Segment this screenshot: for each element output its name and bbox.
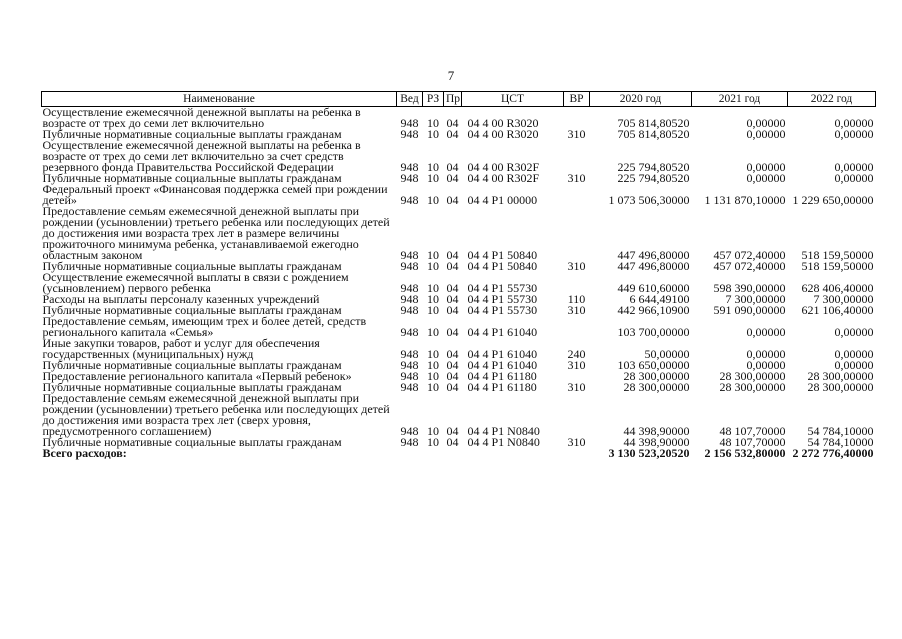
- row-rz: 10: [427, 435, 439, 449]
- table-row: [42, 338, 876, 360]
- row-name: Осуществление ежемесячной денежной выплаты на ребенка в возрасте от трех до семи лет включительно: [42, 105, 361, 130]
- row-2022: 54 784,10000: [807, 435, 874, 449]
- row-name: Осуществление ежемесячной выплаты в связи с рождением (усыновлением) первого ребенка: [42, 270, 349, 295]
- row-vr: [564, 316, 590, 338]
- table-row: [42, 206, 876, 261]
- row-rz: 10: [427, 358, 439, 372]
- row-2020: 1 073 506,30000: [608, 193, 690, 207]
- row-pr: 04: [446, 369, 459, 383]
- row-name: Предоставление семьям ежемесячной денежной выплаты при рождении (усыновлении) третьего ребенка или последующих детей до достижения ими возраста трех лет (сверх уровня, предусмотренного соглашением): [42, 391, 390, 438]
- row-pr: 04: [446, 193, 459, 207]
- row-cst: 04 4 00 R3020: [467, 116, 539, 130]
- row-ved: 948: [400, 369, 419, 383]
- row-name: Публичные нормативные социальные выплаты гражданам: [42, 380, 342, 394]
- row-2022: 518 159,50000: [801, 259, 874, 273]
- row-2021: 0,00000: [746, 160, 786, 174]
- row-pr: 04: [446, 424, 459, 438]
- table-row: [42, 140, 876, 173]
- total-2022: 2 272 776,40000: [792, 446, 874, 460]
- row-vr: 110: [567, 292, 586, 306]
- row-rz: 10: [427, 281, 439, 295]
- row-name: Предоставление регионального капитала «Первый ребенок»: [42, 369, 352, 383]
- row-ved: 948: [400, 325, 419, 339]
- table-body: [42, 107, 876, 460]
- row-name: Публичные нормативные социальные выплаты гражданам: [42, 127, 342, 141]
- row-2020: 6 644,49100: [629, 292, 690, 306]
- row-pr: 04: [446, 435, 459, 449]
- row-name: Предоставление семьям ежемесячной денежной выплаты при рождении (усыновлении) третьего ребенка или последующих детей до достижения ими возраста трех лет в размере величины прожиточного минимума ребенка, устанавливаемой ежегодно областным законом: [42, 204, 390, 262]
- row-2022: 1 229 650,00000: [792, 193, 874, 207]
- header-2021: 2021 год: [692, 92, 788, 107]
- row-2022: 0,00000: [834, 160, 874, 174]
- row-2021: 0,00000: [746, 127, 786, 141]
- row-cst: 04 4 P1 61180: [467, 369, 537, 383]
- row-rz: 10: [427, 369, 439, 383]
- row-pr: 04: [446, 325, 459, 339]
- row-cst: 04 4 P1 61040: [467, 347, 538, 361]
- row-2020: 50,00000: [644, 347, 690, 361]
- row-name: Федеральный проект «Финансовая поддержка семей при рождении детей»: [42, 182, 388, 207]
- row-cst: 04 4 00 R3020: [467, 127, 539, 141]
- row-name: Иные закупки товаров, работ и услуг для обеспечения государственных (муниципальных) нужд: [42, 336, 320, 361]
- row-pr: 04: [446, 380, 459, 394]
- row-2022: 7 300,00000: [813, 292, 874, 306]
- row-2022: 0,00000: [834, 325, 874, 339]
- table-row: [42, 272, 876, 294]
- row-name: Публичные нормативные социальные выплаты гражданам: [42, 358, 342, 372]
- row-2022: 0,00000: [834, 171, 874, 185]
- header-cst: ЦСТ: [462, 92, 564, 107]
- row-rz: 10: [427, 127, 439, 141]
- row-pr: 04: [446, 248, 459, 262]
- row-ved: 948: [400, 160, 419, 174]
- row-ved: 948: [400, 303, 419, 317]
- row-name: Осуществление ежемесячной денежной выплаты на ребенка в возрасте от трех до семи лет включительно за счет средств резервного фонда Правительства Российской Федерации: [42, 138, 361, 174]
- row-rz: 10: [427, 292, 439, 306]
- header-rz: РЗ: [423, 92, 444, 107]
- header-2020: 2020 год: [590, 92, 692, 107]
- row-cst: 04 4 P1 61040: [467, 325, 538, 339]
- row-2020: 442 966,10900: [617, 303, 690, 317]
- row-cst: 04 4 P1 61040: [467, 358, 538, 372]
- row-2022: 28 300,00000: [807, 380, 874, 394]
- row-2021: 48 107,70000: [719, 424, 786, 438]
- row-cst: 04 4 P1 N0840: [467, 435, 540, 449]
- row-ved: 948: [400, 347, 419, 361]
- header-vr: ВР: [564, 92, 590, 107]
- row-ved: 948: [400, 380, 419, 394]
- row-ved: 948: [400, 171, 419, 185]
- row-vr: [564, 272, 590, 294]
- row-2022: 28 300,00000: [807, 369, 874, 383]
- row-cst: 04 4 P1 55730: [467, 292, 538, 306]
- row-vr: 240: [567, 347, 586, 361]
- table-row: [42, 184, 876, 206]
- row-2020: 28 300,00000: [623, 380, 690, 394]
- row-cst: 04 4 P1 61180: [467, 380, 537, 394]
- row-cst: 04 4 P1 55730: [467, 281, 538, 295]
- total-2021: 2 156 532,80000: [704, 446, 786, 460]
- row-cst: 04 4 P1 50840: [467, 259, 538, 273]
- row-name: Публичные нормативные социальные выплаты гражданам: [42, 259, 342, 273]
- row-2021: 598 390,00000: [713, 281, 786, 295]
- row-vr: [564, 140, 590, 173]
- row-2020: 447 496,80000: [617, 259, 690, 273]
- row-2020: 44 398,90000: [623, 435, 690, 449]
- row-2020: 447 496,80000: [617, 248, 690, 262]
- row-vr: 310: [567, 358, 586, 372]
- row-pr: 04: [446, 358, 459, 372]
- header-2022: 2022 год: [788, 92, 876, 107]
- table-row: [42, 316, 876, 338]
- row-2022: 518 159,50000: [801, 248, 874, 262]
- row-pr: 04: [446, 127, 459, 141]
- row-2021: 0,00000: [746, 116, 786, 130]
- row-name: Расходы на выплаты персоналу казенных учреждений: [42, 292, 320, 306]
- row-rz: 10: [427, 248, 439, 262]
- row-2021: 591 090,00000: [713, 303, 786, 317]
- row-cst: 04 4 P1 50840: [467, 248, 538, 262]
- table-row: [42, 107, 876, 130]
- row-2020: 705 814,80520: [617, 116, 690, 130]
- row-rz: 10: [427, 171, 439, 185]
- row-rz: 10: [427, 116, 439, 130]
- row-2022: 0,00000: [834, 116, 874, 130]
- row-cst: 04 4 P1 00000: [467, 193, 538, 207]
- row-rz: 10: [427, 325, 439, 339]
- header-pr: Пр: [444, 92, 462, 107]
- row-name: Предоставление семьям, имеющим трех и более детей, средств регионального капитала «Семья»: [42, 314, 367, 339]
- row-rz: 10: [427, 424, 439, 438]
- row-vr: 310: [567, 303, 586, 317]
- row-pr: 04: [446, 347, 459, 361]
- row-2021: 0,00000: [746, 171, 786, 185]
- row-2020: 449 610,60000: [617, 281, 690, 295]
- row-2020: 28 300,00000: [623, 369, 690, 383]
- row-2020: 103 650,00000: [617, 358, 690, 372]
- row-2021: 1 131 870,10000: [704, 193, 786, 207]
- row-vr: 310: [567, 435, 586, 449]
- row-2022: 621 106,40000: [801, 303, 874, 317]
- row-cst: 04 4 P1 N0840: [467, 424, 540, 438]
- row-2021: 28 300,00000: [719, 380, 786, 394]
- row-2020: 225 794,80520: [617, 160, 690, 174]
- row-2021: 7 300,00000: [725, 292, 786, 306]
- row-ved: 948: [400, 193, 419, 207]
- row-vr: [564, 206, 590, 261]
- row-ved: 948: [400, 424, 419, 438]
- row-pr: 04: [446, 303, 459, 317]
- row-ved: 948: [400, 116, 419, 130]
- row-2022: 0,00000: [834, 347, 874, 361]
- row-2020: 705 814,80520: [617, 127, 690, 141]
- row-rz: 10: [427, 303, 439, 317]
- row-2021: 0,00000: [746, 347, 786, 361]
- row-ved: 948: [400, 281, 419, 295]
- row-rz: 10: [427, 380, 439, 394]
- row-2020: 225 794,80520: [617, 171, 690, 185]
- page-number: 7: [447, 68, 455, 83]
- row-ved: 948: [400, 435, 419, 449]
- row-rz: 10: [427, 160, 439, 174]
- row-pr: 04: [446, 292, 459, 306]
- header-name: Наименование: [42, 92, 397, 107]
- expenditure-table: [41, 91, 876, 459]
- row-2022: 628 406,40000: [801, 281, 874, 295]
- row-pr: 04: [446, 160, 459, 174]
- row-name: Публичные нормативные социальные выплаты гражданам: [42, 171, 342, 185]
- total-row: [42, 448, 876, 459]
- row-vr: 310: [567, 127, 586, 141]
- row-2022: 0,00000: [834, 127, 874, 141]
- total-label: Всего расходов:: [42, 446, 127, 460]
- header-ved: Вед: [397, 92, 423, 107]
- row-vr: [564, 107, 590, 130]
- row-2021: 28 300,00000: [719, 369, 786, 383]
- row-pr: 04: [446, 116, 459, 130]
- row-2021: 457 072,40000: [713, 248, 786, 262]
- row-ved: 948: [400, 248, 419, 262]
- row-vr: [564, 393, 590, 437]
- row-cst: 04 4 00 R302F: [467, 171, 540, 185]
- total-2020: 3 130 523,20520: [608, 446, 690, 460]
- row-ved: 948: [400, 259, 419, 273]
- row-2020: 103 700,00000: [617, 325, 690, 339]
- row-pr: 04: [446, 281, 459, 295]
- row-vr: 310: [567, 259, 586, 273]
- row-ved: 948: [400, 358, 419, 372]
- row-vr: 310: [567, 380, 586, 394]
- row-name: Публичные нормативные социальные выплаты гражданам: [42, 435, 342, 449]
- row-2022: 0,00000: [834, 358, 874, 372]
- row-2022: 54 784,10000: [807, 424, 874, 438]
- row-2021: 457 072,40000: [713, 259, 786, 273]
- row-pr: 04: [446, 259, 459, 273]
- row-rz: 10: [427, 347, 439, 361]
- row-pr: 04: [446, 171, 459, 185]
- row-2021: 48 107,70000: [719, 435, 786, 449]
- row-vr: [564, 184, 590, 206]
- row-2021: 0,00000: [746, 358, 786, 372]
- row-2020: 44 398,90000: [623, 424, 690, 438]
- row-2021: 0,00000: [746, 325, 786, 339]
- row-cst: 04 4 00 R302F: [467, 160, 540, 174]
- row-ved: 948: [400, 292, 419, 306]
- row-name: Публичные нормативные социальные выплаты гражданам: [42, 303, 342, 317]
- row-rz: 10: [427, 193, 439, 207]
- row-vr: 310: [567, 171, 586, 185]
- row-cst: 04 4 P1 55730: [467, 303, 538, 317]
- row-rz: 10: [427, 259, 439, 273]
- row-ved: 948: [400, 127, 419, 141]
- table-row: [42, 393, 876, 437]
